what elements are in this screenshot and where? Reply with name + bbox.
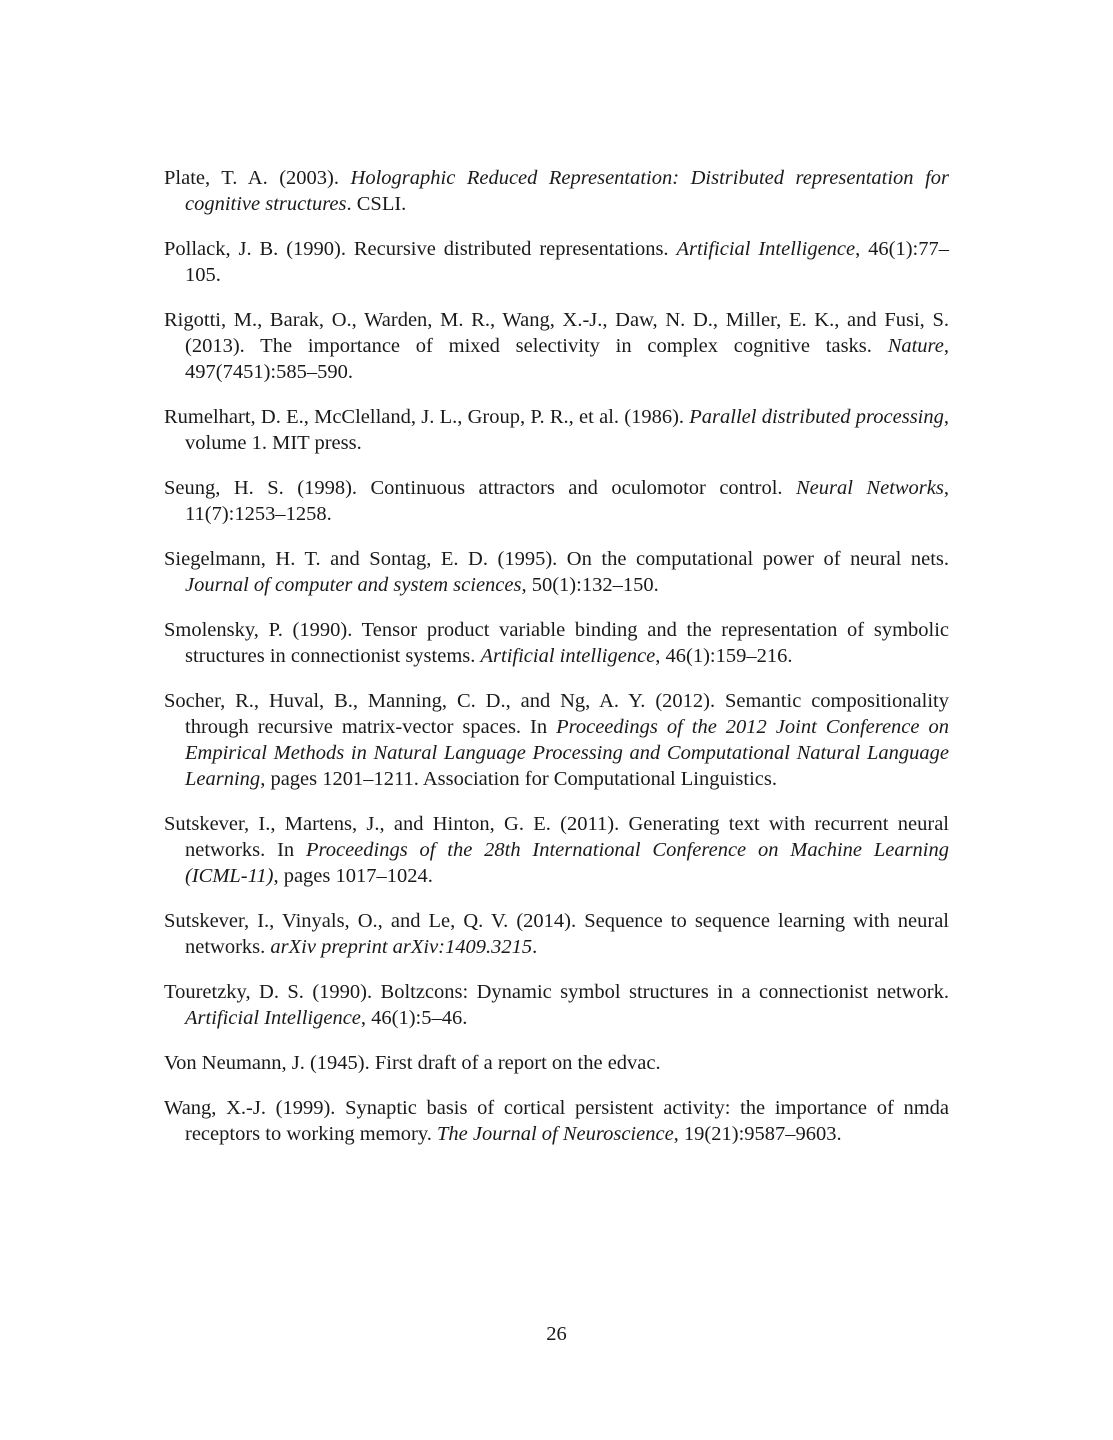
reference-text: , 19(21):9587–9603. — [673, 1123, 842, 1145]
reference-text: . CSLI. — [346, 193, 407, 215]
reference-entry — [164, 908, 949, 960]
reference-text: Pollack, J. B. (1990). Recursive distributed representations. — [164, 238, 677, 260]
reference-entry — [164, 165, 949, 217]
reference-text: , pages 1017–1024. — [273, 865, 433, 887]
reference-text: Smolensky, P. (1990). Tensor product variable binding and the representation of symbolic structures in connectionist systems. — [164, 619, 949, 667]
reference-text: Rigotti, M., Barak, O., Warden, M. R., Wang, X.-J., Daw, N. D., Miller, E. K., and Fusi, S. (2013). The importance of mixed selectivity in complex cognitive tasks. — [164, 309, 949, 357]
reference-venue: Proceedings of the 2012 Joint Conference on Empirical Methods in Natural Language Processing and Computational Natural Language Learning — [185, 716, 949, 790]
reference-text: Seung, H. S. (1998). Continuous attractors and oculomotor control. — [164, 477, 796, 499]
reference-text: Rumelhart, D. E., McClelland, J. L., Group, P. R., et al. (1986). — [164, 406, 690, 428]
page-number: 26 — [546, 1323, 567, 1345]
reference-text: Plate, T. A. (2003). — [164, 167, 351, 189]
reference-text: , 497(7451):585–590. — [185, 335, 949, 383]
reference-text: Sutskever, I., Martens, J., and Hinton, G. E. (2011). Generating text with recurrent neural networks. In — [164, 813, 949, 861]
reference-text: , 50(1):132–150. — [521, 574, 659, 596]
reference-text: Von Neumann, J. (1945). First draft of a report on the edvac. — [164, 1052, 661, 1074]
reference-entry — [164, 404, 949, 456]
reference-text: Touretzky, D. S. (1990). Boltzcons: Dynamic symbol structures in a connectionist network. — [164, 981, 949, 1003]
reference-text: Siegelmann, H. T. and Sontag, E. D. (1995). On the computational power of neural nets. — [164, 548, 949, 570]
reference-entry — [164, 617, 949, 669]
reference-text: Socher, R., Huval, B., Manning, C. D., and Ng, A. Y. (2012). Semantic compositionality through recursive matrix-vector spaces. In — [164, 690, 949, 738]
reference-venue: Journal of computer and system sciences — [185, 574, 522, 596]
reference-entry — [164, 475, 949, 527]
reference-venue: Nature — [887, 335, 944, 357]
reference-entry — [164, 236, 949, 288]
reference-text: , 46(1):159–216. — [655, 645, 793, 667]
reference-venue: Artificial Intelligence — [676, 238, 856, 260]
reference-venue: Artificial Intelligence — [185, 1007, 361, 1029]
reference-list — [164, 165, 949, 1166]
reference-text: , 46(1):77–105. — [185, 238, 949, 286]
reference-venue: Artificial intelligence — [480, 645, 656, 667]
reference-title: Holographic Reduced Representation: Distributed representation for cognitive structures — [185, 167, 949, 215]
reference-entry — [164, 811, 949, 889]
reference-entry — [164, 307, 949, 385]
reference-entry — [164, 546, 949, 598]
reference-title: Parallel distributed processing — [689, 406, 944, 428]
reference-venue: arXiv preprint arXiv:1409.3215 — [270, 936, 533, 958]
reference-venue: Proceedings of the 28th International Conference on Machine Learning (ICML-11) — [185, 839, 949, 887]
reference-text: Sutskever, I., Vinyals, O., and Le, Q. V. (2014). Sequence to sequence learning with neural networks. — [164, 910, 949, 958]
reference-text: Wang, X.-J. (1999). Synaptic basis of cortical persistent activity: the importance of nmda receptors to working memory. — [164, 1097, 949, 1145]
reference-text: , volume 1. MIT press. — [185, 406, 949, 454]
reference-venue: Neural Networks — [796, 477, 944, 499]
reference-text: , 46(1):5–46. — [360, 1007, 468, 1029]
reference-entry — [164, 979, 949, 1031]
reference-entry — [164, 1050, 949, 1076]
reference-text: , pages 1201–1211. Association for Computational Linguistics. — [260, 768, 778, 790]
reference-venue: The Journal of Neuroscience — [437, 1123, 674, 1145]
reference-text: , 11(7):1253–1258. — [185, 477, 949, 525]
reference-entry — [164, 1095, 949, 1147]
reference-entry — [164, 688, 949, 792]
reference-text: . — [532, 936, 538, 958]
